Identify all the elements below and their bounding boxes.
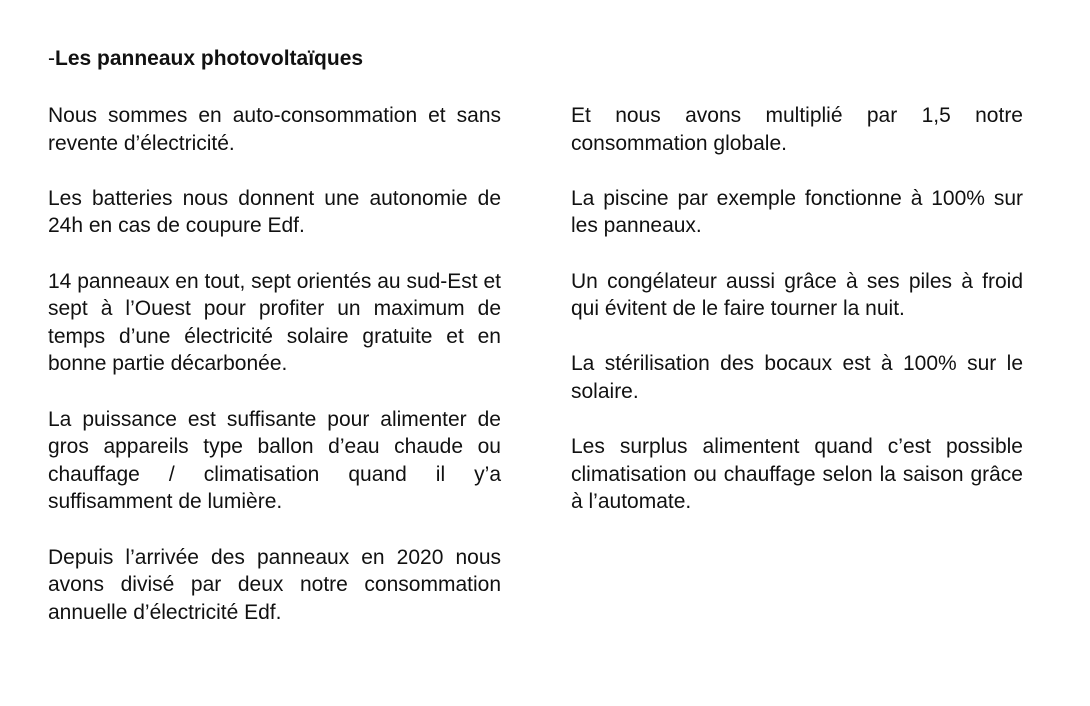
left-column [48,102,501,626]
paragraph-surplus: Les surplus alimentent quand c’est possible climatisation ou chauffage selon la saison grâce à l’automate. [571,435,1023,514]
right-column [571,102,1023,516]
title-dash: - [48,47,55,70]
title-text: Les panneaux photovoltaïques [55,47,364,70]
paragraph-congelateur: Un congélateur aussi grâce à ses piles à froid qui évitent de le faire tourner la nuit. [571,269,1023,321]
page-title [48,44,363,74]
paragraph-puissance: La puissance est suffisante pour alimenter de gros appareils type ballon d’eau chaude ou chauffage / climatisation quand il y’a suffisamment de lumière. [48,407,501,514]
paragraph-sterilisation: La stérilisation des bocaux est à 100% sur le solaire. [571,352,1023,403]
paragraph-piscine: La piscine par exemple fonctionne à 100% sur les panneaux. [571,186,1023,238]
paragraph-batteries: Les batteries nous donnent une autonomie de 24h en cas de coupure Edf. [48,186,501,238]
paragraph-panneaux-orientation: 14 panneaux en tout, sept orientés au sud-Est et sept à l’Ouest pour profiter un maximum de temps d’une électricité solaire gratuite et en bonne partie décarbonée. [48,269,501,376]
paragraph-consommation-globale: Et nous avons multiplié par 1,5 notre consommation globale. [571,104,1023,155]
paragraph-depuis-2020: Depuis l’arrivée des panneaux en 2020 nous avons divisé par deux notre consommation annuelle d’électricité Edf. [48,545,501,624]
paragraph-autoconsommation: Nous sommes en auto-consommation et sans revente d’électricité. [48,104,501,155]
